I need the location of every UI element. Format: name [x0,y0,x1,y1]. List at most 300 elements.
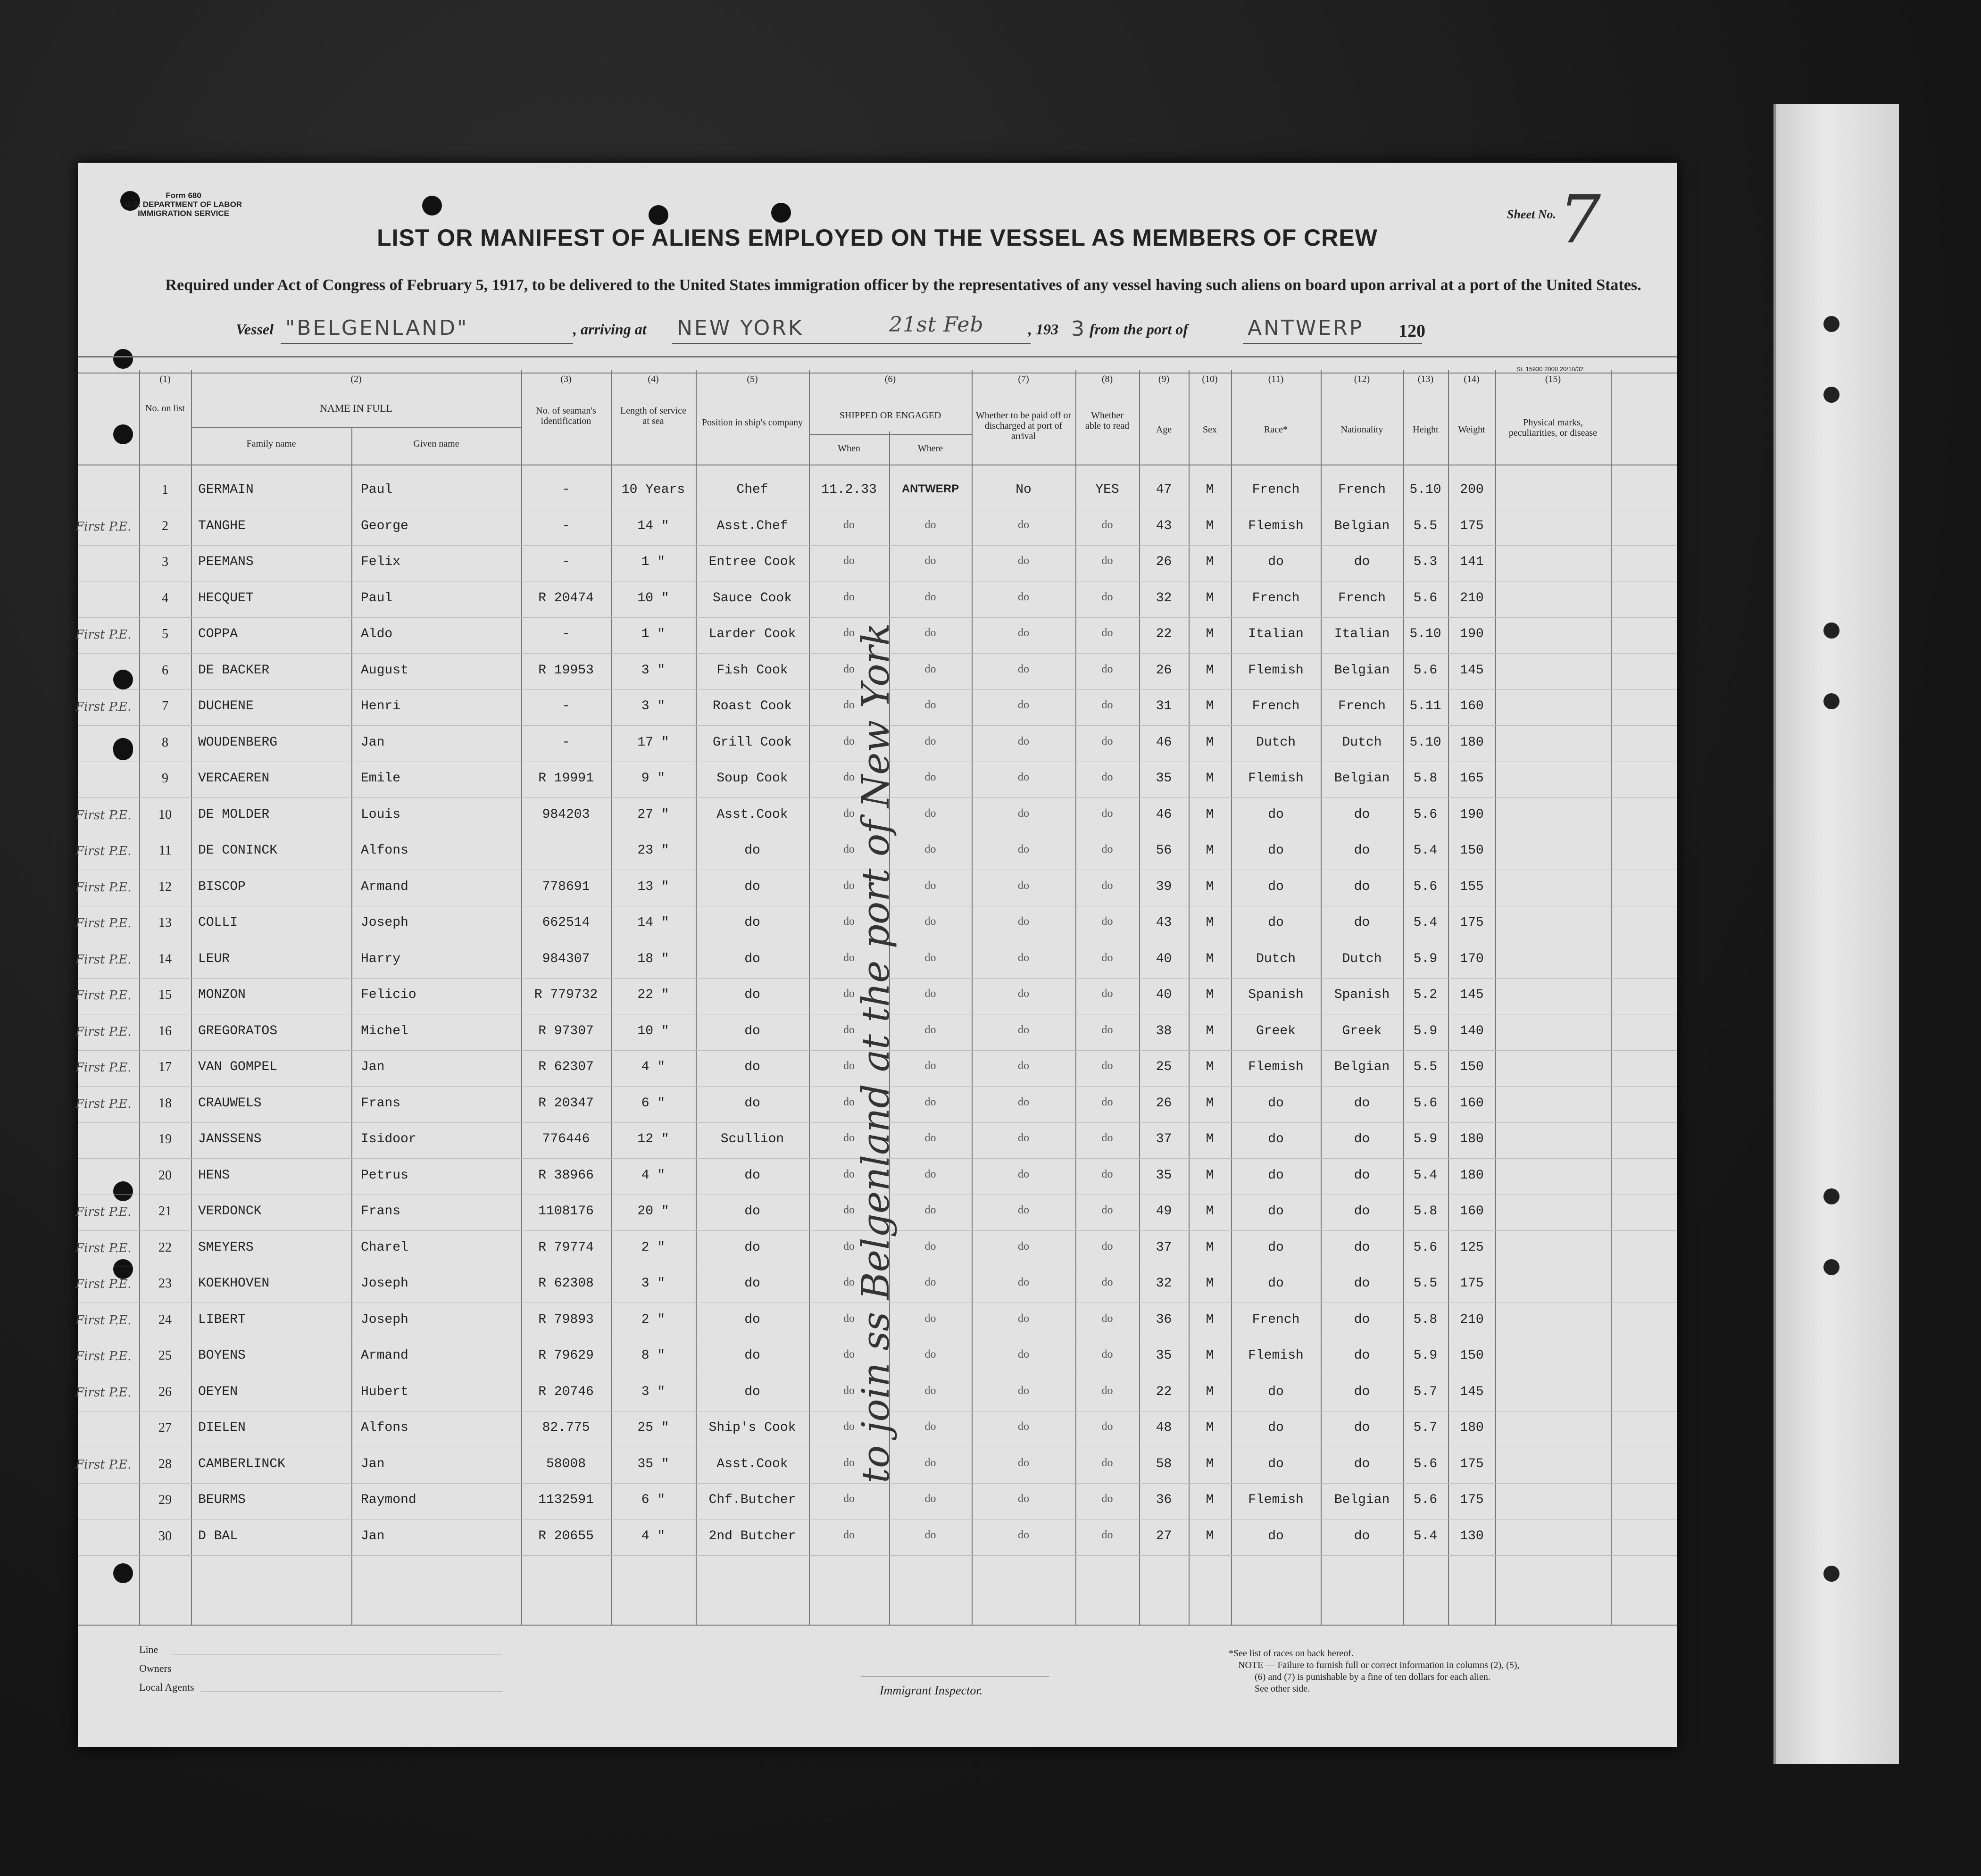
given-name: Jan [361,735,385,750]
footer-note-4: See other side. [1255,1684,1310,1694]
margin-note: First P.E. [75,844,132,858]
paid-off: do [1018,1096,1029,1108]
shipped-where: do [924,1168,936,1180]
height: 5.7 [1413,1384,1438,1399]
margin-note: First P.E. [75,700,132,714]
header-top-rule [78,356,1677,357]
height: 5.5 [1413,1060,1438,1074]
service-length: 3 " [641,699,666,714]
race: do [1268,1384,1284,1399]
punch-hole-icon [1823,693,1840,709]
height: 5.8 [1413,771,1438,786]
sex: M [1206,879,1214,894]
margin-note: First P.E. [75,1313,132,1328]
row-number: 13 [158,915,172,930]
sex: M [1206,915,1214,930]
sex: M [1206,1060,1214,1074]
weight: 175 [1460,518,1484,533]
shipped-where: do [924,1204,936,1216]
paid-off: do [1018,555,1029,567]
race: do [1268,843,1284,858]
race: do [1268,1420,1284,1435]
race: Flemish [1248,518,1304,533]
seaman-id: R 19953 [538,663,594,678]
row-rule [78,1555,1677,1556]
age: 56 [1156,843,1172,858]
header-weight: Weight [1458,424,1485,435]
family-name: D BAL [198,1528,238,1544]
nationality: Belgian [1334,663,1390,678]
ship-position: do [744,1023,760,1038]
shipped-when: do [843,1384,855,1397]
nationality: Spanish [1334,988,1390,1002]
height: 5.8 [1413,1312,1438,1327]
shipped-when: do [843,807,855,820]
family-name: KOEKHOVEN [198,1276,270,1291]
row-number: 24 [158,1312,172,1327]
shipped-where: do [924,735,936,747]
seaman-id: R 20746 [538,1384,594,1399]
nationality: Belgian [1334,1493,1390,1507]
paid-off: do [1018,699,1029,711]
col-num-1: (1) [159,374,171,384]
row-number: 17 [158,1060,172,1074]
age: 22 [1156,627,1172,641]
given-name: Armand [361,879,408,894]
ship-position: Soup Cook [716,771,788,786]
paid-off: do [1018,988,1029,1000]
col-num-11: (11) [1268,374,1284,384]
able-to-read: do [1101,1312,1113,1325]
sex: M [1206,1384,1214,1399]
paid-off: do [1018,771,1029,783]
given-name: Aldo [361,627,393,641]
age: 36 [1156,1493,1172,1507]
ship-position: do [744,1240,760,1255]
seaman-id: R 97307 [538,1023,594,1038]
sex: M [1206,951,1214,966]
service-length: 20 " [637,1204,669,1219]
ship-position: do [744,1312,760,1327]
ship-position: Sauce Cook [712,590,792,606]
paid-off: do [1018,1456,1029,1469]
header-read: Whether able to read [1085,410,1130,431]
family-name: BEURMS [198,1493,246,1507]
paid-off: do [1018,1420,1029,1433]
margin-note: First P.E. [75,1385,132,1400]
weight: 160 [1460,1096,1484,1111]
ship-position: do [744,879,760,894]
age: 27 [1156,1528,1172,1544]
age: 32 [1156,590,1172,606]
family-name: DIELEN [198,1420,246,1435]
given-name: Paul [361,482,393,497]
row-number: 25 [158,1348,172,1363]
shipped-where: do [924,699,936,711]
shipped-when: do [843,1456,855,1469]
col-num-4: (4) [648,374,659,384]
family-name: VERDONCK [198,1204,262,1219]
paid-off: do [1018,590,1029,603]
ship-position: Larder Cook [708,627,796,641]
shipped-when: do [843,1204,855,1216]
age: 31 [1156,699,1172,714]
margin-note: First P.E. [75,952,132,967]
sex: M [1206,482,1214,497]
given-name: Felix [361,555,401,569]
shipped-when: do [843,915,855,928]
arriving-label: , arriving at [573,321,647,338]
col-num-8: (8) [1101,374,1113,384]
weight: 150 [1460,843,1484,858]
able-to-read: do [1101,1132,1113,1144]
sheet-number: 7 [1559,182,1601,258]
family-name: SMEYERS [198,1240,254,1255]
shipped-where: do [924,951,936,964]
race: Italian [1248,627,1304,641]
seaman-id: - [562,627,570,641]
given-name: Emile [361,771,401,786]
family-name: DE CONINCK [198,843,278,858]
sex: M [1206,1023,1214,1038]
able-to-read: do [1101,1528,1113,1541]
shipped-when: do [843,627,855,639]
col-num-9: (9) [1158,374,1170,384]
col-num-5: (5) [747,374,758,384]
given-name: Felicio [361,988,416,1002]
sex: M [1206,1493,1214,1507]
paid-off: do [1018,1204,1029,1216]
seaman-id: R 62307 [538,1060,594,1074]
height: 5.6 [1413,807,1438,822]
sex: M [1206,988,1214,1002]
paid-off: do [1018,1276,1029,1288]
weight: 145 [1460,988,1484,1002]
row-number: 19 [158,1132,172,1146]
ship-position: do [744,1348,760,1363]
form-dept: U.S. DEPARTMENT OF LABOR [125,200,242,209]
height: 5.3 [1413,555,1438,569]
height: 5.9 [1413,951,1438,966]
able-to-read: do [1101,735,1113,747]
header-shipped: SHIPPED OR ENGAGED [839,410,941,421]
shipped-where: do [924,1312,936,1325]
family-name: HENS [198,1168,230,1183]
family-name: MONZON [198,988,246,1002]
shipped-where: do [924,1060,936,1072]
able-to-read: YES [1095,482,1119,497]
col-num-14: (14) [1464,374,1480,384]
vessel-name: "BELGENLAND" [285,316,469,340]
header-given-name: Given name [413,439,459,449]
nationality: Dutch [1342,951,1382,966]
service-length: 35 " [637,1456,669,1471]
seaman-id: - [562,482,570,497]
page-count: 120 [1398,321,1425,341]
service-length: 1 " [641,555,666,569]
weight: 180 [1460,1420,1484,1435]
given-name: Jan [361,1060,385,1074]
weight: 145 [1460,1384,1484,1399]
race: French [1252,590,1300,606]
height: 5.10 [1409,735,1441,750]
sex: M [1206,771,1214,786]
race: do [1268,915,1284,930]
weight: 180 [1460,1168,1484,1183]
shipped-where: do [924,1456,936,1469]
sex: M [1206,1240,1214,1255]
seaman-id: R 79629 [538,1348,594,1363]
age: 26 [1156,555,1172,569]
able-to-read: do [1101,1240,1113,1253]
weight: 150 [1460,1060,1484,1074]
shipped-where: do [924,1493,936,1505]
nationality: do [1354,1420,1370,1435]
shipped-when: do [843,1528,855,1541]
row-number: 18 [158,1096,172,1111]
service-length: 10 " [637,1023,669,1038]
race: do [1268,555,1284,569]
able-to-read: do [1101,1168,1113,1180]
height: 5.10 [1409,627,1441,641]
margin-note: First P.E. [75,916,132,930]
row-number: 7 [162,699,168,714]
able-to-read: do [1101,1096,1113,1108]
race: do [1268,1204,1284,1219]
sex: M [1206,699,1214,714]
form-identifier [125,191,242,218]
header-second-rule [78,373,1677,374]
punch-hole-icon [1823,623,1840,639]
punch-hole-icon [771,203,791,223]
age: 43 [1156,518,1172,533]
service-length: 4 " [641,1168,666,1183]
ship-position: Grill Cook [712,735,792,750]
sex: M [1206,1168,1214,1183]
seaman-id: R 20655 [538,1528,594,1544]
given-name: Jan [361,1456,385,1471]
punch-hole-icon [113,1563,133,1583]
height: 5.6 [1413,1240,1438,1255]
nationality: do [1354,555,1370,569]
able-to-read: do [1101,518,1113,531]
paid-off: do [1018,627,1029,639]
shipped-subheader-rule [809,434,972,435]
row-number: 10 [158,807,172,822]
weight: 130 [1460,1528,1484,1544]
weight: 160 [1460,699,1484,714]
row-number: 6 [162,663,168,678]
nationality: do [1354,1132,1370,1146]
given-name: Joseph [361,915,408,930]
weight: 175 [1460,915,1484,930]
departure-port: ANTWERP [1248,316,1364,340]
row-number: 26 [158,1384,172,1399]
shipped-where: do [924,1348,936,1361]
paid-off: do [1018,951,1029,964]
weight: 210 [1460,1312,1484,1327]
paid-off: do [1018,1312,1029,1325]
seaman-id: R 779732 [534,988,598,1002]
age: 25 [1156,1060,1172,1074]
weight: 200 [1460,482,1484,497]
able-to-read: do [1101,915,1113,928]
family-name: TANGHE [198,518,246,533]
able-to-read: do [1101,1384,1113,1397]
seaman-id: R 19991 [538,771,594,786]
race: French [1252,1312,1300,1327]
page-subtitle: Required under Act of Congress of February 5, 1917, to be delivered to the United States immigration officer by the representatives of any vessel having such aliens on board upon arrival at a port of the United States. [165,276,1641,294]
shipped-where: do [924,988,936,1000]
seaman-id: - [562,699,570,714]
margin-note: First P.E. [75,988,132,1003]
weight: 175 [1460,1493,1484,1507]
nationality: do [1354,1528,1370,1544]
height: 5.6 [1413,1096,1438,1111]
paid-off: do [1018,1132,1029,1144]
able-to-read: do [1101,771,1113,783]
row-number: 11 [158,843,172,858]
sex: M [1206,1132,1214,1146]
header-height: Height [1413,424,1439,435]
family-name: BISCOP [198,879,246,894]
nationality: French [1338,590,1386,606]
margin-note: First P.E. [75,1024,132,1039]
nationality: do [1354,879,1370,894]
ship-position: Asst.Chef [716,518,788,533]
seaman-id: 662514 [542,915,590,930]
shipped-where: ANTWERP [901,482,959,495]
height: 5.9 [1413,1023,1438,1038]
family-name: DE MOLDER [198,807,270,822]
margin-note: First P.E. [75,1061,132,1075]
nationality: Dutch [1342,735,1382,750]
given-name: George [361,518,408,533]
given-name: Charel [361,1240,408,1255]
given-name: Harry [361,951,401,966]
sex: M [1206,807,1214,822]
given-name: Jan [361,1528,385,1544]
row-number: 16 [158,1023,172,1038]
seaman-id: 1132591 [538,1493,594,1507]
seaman-id: 778691 [542,879,590,894]
row-number: 5 [162,627,168,641]
given-name: Alfons [361,843,408,858]
paid-off: do [1018,1528,1029,1541]
race: French [1252,699,1300,714]
given-name: Frans [361,1096,401,1111]
row-number: 23 [158,1276,172,1291]
age: 47 [1156,482,1172,497]
margin-note: First P.E. [75,1096,132,1111]
col-num-6: (6) [884,374,896,384]
able-to-read: do [1101,1420,1113,1433]
family-name: BOYENS [198,1348,246,1363]
shipped-when: do [843,1240,855,1253]
paid-off: No [1015,482,1032,497]
shipped-where: do [924,807,936,820]
given-name: Henri [361,699,401,714]
nationality: do [1354,1348,1370,1363]
seaman-id: 776446 [542,1132,590,1146]
service-length: 6 " [641,1096,666,1111]
sex: M [1206,1096,1214,1111]
race: Dutch [1256,735,1296,750]
paid-off: do [1018,1384,1029,1397]
shipped-where: do [924,1384,936,1397]
race: do [1268,1276,1284,1291]
height: 5.4 [1413,843,1438,858]
race: Flemish [1248,1060,1304,1074]
service-length: 18 " [637,951,669,966]
punch-hole-icon [1823,1259,1840,1275]
ship-position: do [744,951,760,966]
paid-off: do [1018,663,1029,675]
shipped-when: do [843,879,855,892]
height: 5.5 [1413,518,1438,533]
able-to-read: do [1101,879,1113,892]
sex: M [1206,1456,1214,1471]
shipped-where: do [924,590,936,603]
seaman-id: R 79774 [538,1240,594,1255]
race: do [1268,1132,1284,1146]
service-length: 17 " [637,735,669,750]
race: do [1268,1240,1284,1255]
service-length: 10 Years [621,482,685,497]
service-length: 27 " [637,807,669,822]
shipped-where: do [924,1528,936,1541]
row-number: 30 [158,1528,172,1544]
shipped-when: do [843,663,855,675]
shipped-when: do [843,735,855,747]
shipped-when: do [843,1096,855,1108]
table-row [78,1520,1677,1556]
weight: 165 [1460,771,1484,786]
age: 58 [1156,1456,1172,1471]
ship-position: Ship's Cook [708,1420,796,1435]
weight: 190 [1460,807,1484,822]
nationality: French [1338,699,1386,714]
margin-note: First P.E. [75,628,132,642]
able-to-read: do [1101,1456,1113,1469]
nationality: do [1354,807,1370,822]
ship-position: do [744,1276,760,1291]
shipped-when: do [843,518,855,531]
header-family-name: Family name [246,439,296,449]
able-to-read: do [1101,807,1113,820]
able-to-read: do [1101,951,1113,964]
age: 37 [1156,1240,1172,1255]
nationality: Belgian [1334,771,1390,786]
inspector-label: Immigrant Inspector. [880,1684,983,1697]
table-row [75,510,1677,546]
age: 26 [1156,1096,1172,1111]
seaman-id: 58008 [546,1456,586,1471]
sex: M [1206,627,1214,641]
seaman-id: 82.775 [542,1420,590,1435]
service-length: 3 " [641,663,666,678]
race: do [1268,1096,1284,1111]
weight: 210 [1460,590,1484,606]
shipped-when: do [843,988,855,1000]
height: 5.6 [1413,1456,1438,1471]
service-length: 10 " [637,590,669,606]
weight: 190 [1460,627,1484,641]
family-name: DUCHENE [198,699,254,714]
ship-position: do [744,1384,760,1399]
paid-off: do [1018,518,1029,531]
weight: 175 [1460,1456,1484,1471]
